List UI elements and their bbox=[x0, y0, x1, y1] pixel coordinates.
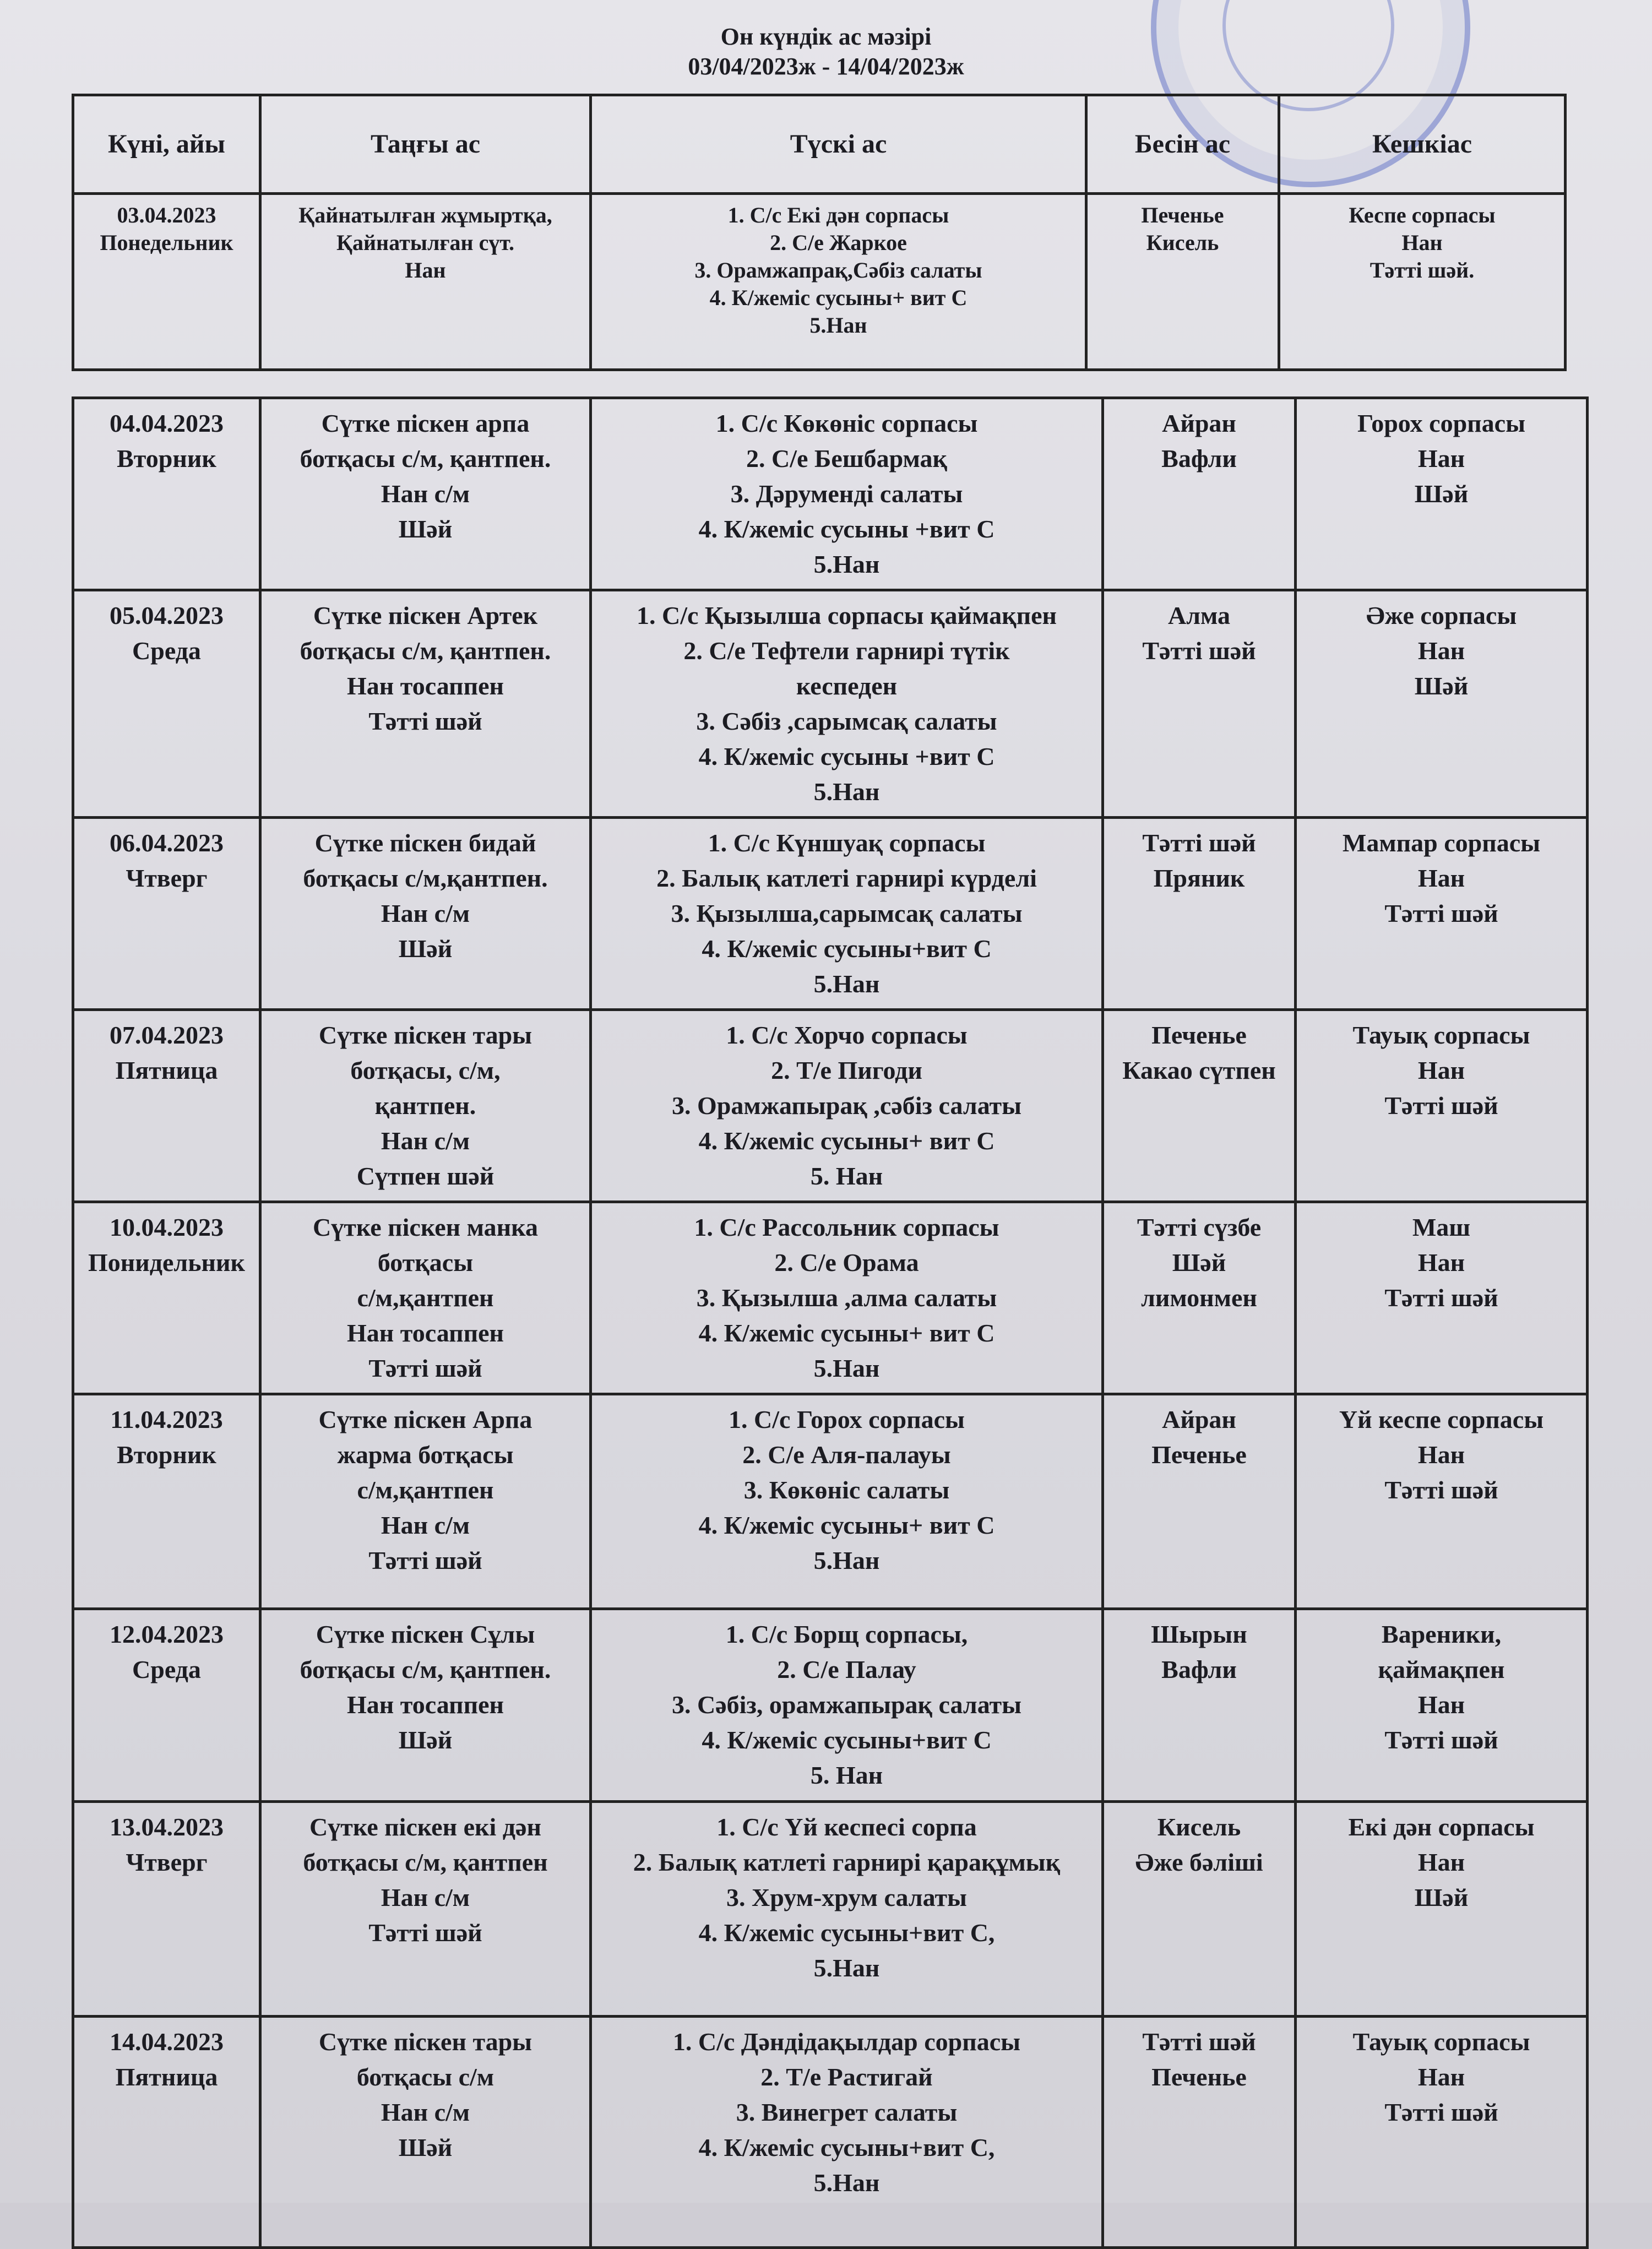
dinner-cell-line: Тауық сорпасы bbox=[1352, 1021, 1530, 1049]
date-value: 12.04.2023 bbox=[110, 1620, 224, 1648]
dinner-cell-line: Тәтті шәй bbox=[1384, 899, 1498, 927]
lunch-cell-line: 5.Нан bbox=[813, 970, 880, 998]
lunch-cell-line: 2. Балық катлеті гарнирі қарақұмық bbox=[633, 1848, 1061, 1876]
header-row bbox=[73, 95, 1566, 194]
dinner-cell-line: Екі дән сорпасы bbox=[1348, 1813, 1535, 1841]
breakfast-cell-line: Нан с/м bbox=[381, 1883, 470, 1911]
breakfast-cell-line: ботқасы, с/м, bbox=[350, 1056, 501, 1084]
dinner-cell bbox=[1296, 1202, 1588, 1394]
table-row bbox=[73, 2017, 1588, 2248]
col-header-dinner: Кешкіас bbox=[1279, 95, 1566, 194]
lunch-cell bbox=[591, 2017, 1103, 2248]
breakfast-cell bbox=[260, 194, 591, 370]
breakfast-cell-line: жарма ботқасы bbox=[337, 1441, 514, 1469]
date-cell bbox=[73, 1010, 260, 1202]
dinner-cell-line: Нан bbox=[1417, 1691, 1465, 1719]
snack-cell-line: Печенье bbox=[1151, 2063, 1247, 2091]
snack-cell-line: Айран bbox=[1162, 409, 1236, 437]
lunch-cell-line: 2. С/е Тефтели гарнирі түтік bbox=[683, 637, 1010, 665]
date-value: 10.04.2023 bbox=[110, 1213, 224, 1241]
breakfast-cell-line: Нан с/м bbox=[381, 899, 470, 927]
lunch-cell-line: 1. С/с Борщ сорпасы, bbox=[725, 1620, 968, 1648]
table-row bbox=[73, 1609, 1588, 1802]
snack-cell-line: Алма bbox=[1167, 601, 1231, 629]
dinner-cell-line: Нан bbox=[1417, 1441, 1465, 1469]
weekday-value: Вторник bbox=[117, 1441, 216, 1469]
col-header-snack: Бесін ас bbox=[1086, 95, 1279, 194]
breakfast-cell-line: Сүтке піскен тары bbox=[318, 1021, 532, 1049]
dinner-cell-line: Нан bbox=[1417, 1248, 1465, 1276]
lunch-cell bbox=[591, 1202, 1103, 1394]
breakfast-cell-line: ботқасы с/м, қантпен. bbox=[300, 1655, 551, 1683]
lunch-cell-line: 4. К/жеміс сусыны+ вит С bbox=[709, 285, 968, 310]
weekday-value: Среда bbox=[132, 1655, 201, 1683]
snack-cell bbox=[1086, 194, 1279, 370]
date-value: 06.04.2023 bbox=[110, 829, 224, 857]
weekday-value: Среда bbox=[132, 637, 201, 665]
snack-cell-line: Пряник bbox=[1153, 864, 1245, 892]
dinner-cell bbox=[1296, 1394, 1588, 1609]
snack-cell-line: Печенье bbox=[1141, 203, 1224, 227]
dinner-cell-line: Тәтті шәй bbox=[1384, 1284, 1498, 1312]
lunch-cell bbox=[591, 818, 1103, 1010]
snack-cell-line: Тәтті сүзбе bbox=[1137, 1213, 1262, 1241]
breakfast-cell bbox=[260, 818, 591, 1010]
breakfast-cell bbox=[260, 2017, 591, 2248]
lunch-cell-line: 1. С/с Қызылша сорпасы қаймақпен bbox=[636, 601, 1057, 629]
lunch-cell bbox=[591, 1394, 1103, 1609]
snack-cell-line: Вафли bbox=[1161, 1655, 1237, 1683]
weekday-value: Пятница bbox=[115, 1056, 218, 1084]
dinner-cell bbox=[1296, 398, 1588, 590]
dinner-cell bbox=[1296, 818, 1588, 1010]
dinner-cell-line: Нан bbox=[1417, 1848, 1465, 1876]
breakfast-cell-line: с/м,қантпен bbox=[357, 1284, 494, 1312]
lunch-cell-line: 4. К/жеміс сусыны +вит С bbox=[698, 515, 995, 543]
col-header-breakfast: Таңғы ас bbox=[260, 95, 591, 194]
lunch-cell-line: 3. Қызылша,сарымсақ салаты bbox=[671, 899, 1023, 927]
lunch-cell-line: 4. К/жеміс сусыны +вит С bbox=[698, 742, 995, 770]
date-cell bbox=[73, 1609, 260, 1802]
weekday-value: Понедельник bbox=[100, 230, 233, 255]
breakfast-cell-line: Нан с/м bbox=[381, 1127, 470, 1155]
lunch-cell-line: 2. С/е Бешбармақ bbox=[746, 444, 947, 472]
lunch-cell-line: 5.Нан bbox=[813, 550, 880, 578]
date-cell bbox=[73, 1802, 260, 2017]
lunch-cell-line: 3. Қызылша ,алма салаты bbox=[696, 1284, 997, 1312]
snack-cell-line: Тәтті шәй bbox=[1142, 829, 1256, 857]
dinner-cell bbox=[1296, 590, 1588, 818]
lunch-cell bbox=[591, 398, 1103, 590]
lunch-cell-line: 4. К/жеміс сусыны+вит С, bbox=[698, 1919, 995, 1947]
breakfast-cell bbox=[260, 398, 591, 590]
snack-cell-line: Тәтті шәй bbox=[1142, 2028, 1256, 2056]
lunch-cell bbox=[591, 194, 1086, 370]
dinner-cell-line: Вареники, bbox=[1381, 1620, 1502, 1648]
lunch-cell-line: 4. К/жеміс сусыны+ вит С bbox=[698, 1511, 995, 1539]
date-cell bbox=[73, 194, 260, 370]
lunch-cell-line: 5.Нан bbox=[813, 778, 880, 806]
lunch-cell bbox=[591, 590, 1103, 818]
lunch-cell-line: 5.Нан bbox=[813, 1954, 880, 1982]
snack-cell bbox=[1103, 818, 1296, 1010]
breakfast-cell-line: ботқасы с/м bbox=[356, 2063, 494, 2091]
dinner-cell-line: Үй кеспе сорпасы bbox=[1339, 1405, 1544, 1433]
breakfast-cell-line: Тәтті шәй bbox=[368, 1354, 482, 1382]
dinner-cell-line: Шәй bbox=[1414, 480, 1469, 508]
breakfast-cell-line: ботқасы с/м, қантпен. bbox=[300, 637, 551, 665]
weekday-value: Чтверг bbox=[126, 864, 208, 892]
lunch-cell-line: 4. К/жеміс сусыны+ вит С bbox=[698, 1127, 995, 1155]
date-cell bbox=[73, 398, 260, 590]
dinner-cell-line: Тауық сорпасы bbox=[1352, 2028, 1530, 2056]
lunch-cell-line: 4. К/жеміс сусыны+вит С bbox=[702, 1726, 992, 1754]
lunch-cell-line: 3. Хрум-хрум салаты bbox=[726, 1883, 967, 1911]
table-row bbox=[73, 398, 1588, 590]
lunch-cell-line: 2. Т/е Растигай bbox=[760, 2063, 933, 2091]
col-header-lunch: Түскі ас bbox=[591, 95, 1086, 194]
date-value: 11.04.2023 bbox=[110, 1405, 223, 1433]
lunch-cell-line: 1. С/с Көкөніс сорпасы bbox=[715, 409, 978, 437]
breakfast-cell-line: Шәй bbox=[398, 935, 453, 963]
lunch-cell-line: 3. Орамжапрақ,Сәбіз салаты bbox=[694, 258, 982, 283]
lunch-cell-line: 1. С/с Рассольник сорпасы bbox=[694, 1213, 999, 1241]
lunch-cell-line: 3. Дәрумендi салаты bbox=[730, 480, 963, 508]
snack-cell-line: Печенье bbox=[1151, 1441, 1247, 1469]
breakfast-cell-line: Сүтпен шәй bbox=[356, 1162, 494, 1190]
breakfast-cell-line: қантпен. bbox=[374, 1091, 476, 1120]
snack-cell-line: Әже бәліші bbox=[1135, 1848, 1263, 1876]
breakfast-cell-line: Шәй bbox=[398, 515, 453, 543]
snack-cell bbox=[1103, 590, 1296, 818]
dinner-cell-line: Шәй bbox=[1414, 672, 1469, 700]
breakfast-cell-line: Нан bbox=[405, 258, 446, 283]
title-line-2: 03/04/2023ж - 14/04/2023ж bbox=[688, 53, 964, 80]
snack-cell-line: Шырын bbox=[1151, 1620, 1247, 1648]
weekday-value: Чтверг bbox=[126, 1848, 208, 1876]
lunch-cell-line: 4. К/жеміс сусыны+вит С, bbox=[698, 2133, 995, 2161]
breakfast-cell-line: Сүтке піскен бидай bbox=[314, 829, 536, 857]
lunch-cell-line: 5.Нан bbox=[813, 2169, 880, 2197]
breakfast-cell-line: Шәй bbox=[398, 1726, 453, 1754]
breakfast-cell bbox=[260, 1609, 591, 1802]
date-cell bbox=[73, 2017, 260, 2248]
breakfast-cell-line: Сүтке піскен екі дән bbox=[309, 1813, 541, 1841]
lunch-cell-line: 2. С/е Палау bbox=[777, 1655, 916, 1683]
dinner-cell-line: Нан bbox=[1417, 1056, 1465, 1084]
breakfast-cell bbox=[260, 1202, 591, 1394]
dinner-cell-line: Тәтті шәй bbox=[1384, 1726, 1498, 1754]
dinner-cell-line: қаймақпен bbox=[1378, 1655, 1505, 1683]
lunch-cell-line: 1. С/с Горох сорпасы bbox=[729, 1405, 965, 1433]
date-value: 14.04.2023 bbox=[110, 2028, 224, 2056]
snack-cell-line: Какао сүтпен bbox=[1122, 1056, 1276, 1084]
breakfast-cell-line: Тәтті шәй bbox=[368, 1546, 482, 1574]
breakfast-cell-line: ботқасы с/м, қантпен. bbox=[300, 444, 551, 472]
breakfast-cell-line: Нан тосаппен bbox=[346, 672, 504, 700]
lunch-cell-line: 2. Т/е Пигоди bbox=[771, 1056, 922, 1084]
date-value: 07.04.2023 bbox=[110, 1021, 224, 1049]
date-cell bbox=[73, 590, 260, 818]
dinner-cell-line: Нан bbox=[1417, 864, 1465, 892]
date-cell bbox=[73, 1394, 260, 1609]
table-row bbox=[73, 1202, 1588, 1394]
breakfast-cell-line: Нан тосаппен bbox=[346, 1691, 504, 1719]
lunch-cell-line: 3. Орамжапырақ ,сәбіз салаты bbox=[671, 1091, 1022, 1120]
snack-cell bbox=[1103, 2017, 1296, 2248]
lunch-cell-line: 2. Балық катлеті гарнирі күрделі bbox=[656, 864, 1037, 892]
lunch-cell-line: 2. С/е Орама bbox=[774, 1248, 919, 1276]
lunch-cell-line: 3. Сәбіз ,сарымсақ салаты bbox=[696, 707, 997, 735]
title-line-1: Он күндік ас мәзірі bbox=[720, 23, 932, 50]
date-cell bbox=[73, 1202, 260, 1394]
date-value: 05.04.2023 bbox=[110, 601, 224, 629]
table-row bbox=[73, 194, 1566, 370]
dinner-cell-line: Тәтті шәй bbox=[1384, 2098, 1498, 2126]
breakfast-cell-line: Сүтке піскен Арпа bbox=[318, 1405, 532, 1433]
table-row bbox=[73, 1394, 1588, 1609]
dinner-cell bbox=[1296, 2017, 1588, 2248]
snack-cell-line: Вафли bbox=[1161, 444, 1237, 472]
lunch-cell-line: 1. С/с Хорчо сорпасы bbox=[726, 1021, 968, 1049]
snack-cell bbox=[1103, 1394, 1296, 1609]
breakfast-cell bbox=[260, 590, 591, 818]
snack-cell-line: Шәй bbox=[1172, 1248, 1226, 1276]
snack-cell-line: Тәтті шәй bbox=[1142, 637, 1256, 665]
lunch-cell-line: 1. С/с Күншуақ сорпасы bbox=[708, 829, 986, 857]
breakfast-cell-line: Қайнатылған сүт. bbox=[336, 230, 514, 255]
snack-cell-line: Печенье bbox=[1151, 1021, 1247, 1049]
snack-cell bbox=[1103, 398, 1296, 590]
dinner-cell-line: Нан bbox=[1417, 637, 1465, 665]
snack-cell bbox=[1103, 1010, 1296, 1202]
snack-cell-line: лимонмен bbox=[1141, 1284, 1257, 1312]
page-title bbox=[551, 22, 1101, 82]
date-value: 04.04.2023 bbox=[110, 409, 224, 437]
breakfast-cell bbox=[260, 1802, 591, 2017]
breakfast-cell-line: Тәтті шәй bbox=[368, 707, 482, 735]
snack-cell bbox=[1103, 1609, 1296, 1802]
dinner-cell-line: Шәй bbox=[1414, 1883, 1469, 1911]
breakfast-cell-line: Сүтке піскен Сұлы bbox=[316, 1620, 535, 1648]
breakfast-cell bbox=[260, 1010, 591, 1202]
table-row bbox=[73, 818, 1588, 1010]
breakfast-cell-line: Тәтті шәй bbox=[368, 1919, 482, 1947]
date-value: 13.04.2023 bbox=[110, 1813, 224, 1841]
lunch-cell-line: 5. Нан bbox=[810, 1761, 883, 1789]
lunch-cell bbox=[591, 1802, 1103, 2017]
breakfast-cell-line: Шәй bbox=[398, 2133, 453, 2161]
lunch-cell-line: 3. Сәбіз, орамжапырақ салаты bbox=[671, 1691, 1022, 1719]
dinner-cell-line: Горох сорпасы bbox=[1357, 409, 1525, 437]
lunch-cell-line: кеспеден bbox=[796, 672, 898, 700]
lunch-cell-line: 5.Нан bbox=[813, 1354, 880, 1382]
lunch-cell-line: 4. К/жеміс сусыны+вит С bbox=[702, 935, 992, 963]
dinner-cell-line: Нан bbox=[1417, 2063, 1465, 2091]
lunch-cell-line: 5.Нан bbox=[813, 1546, 880, 1574]
dinner-cell-line: Әже сорпасы bbox=[1366, 601, 1517, 629]
snack-cell bbox=[1103, 1802, 1296, 2017]
lunch-cell-line: 1. С/с Үй кеспесі сорпа bbox=[716, 1813, 977, 1841]
dinner-cell bbox=[1279, 194, 1566, 370]
breakfast-cell-line: с/м,қантпен bbox=[357, 1476, 494, 1504]
lunch-cell bbox=[591, 1609, 1103, 1802]
menu-table bbox=[72, 396, 1589, 2249]
breakfast-cell-line: ботқасы с/м, қантпен bbox=[303, 1848, 548, 1876]
date-value: 03.04.2023 bbox=[117, 203, 216, 227]
breakfast-cell-line: Нан с/м bbox=[381, 1511, 470, 1539]
dinner-cell-line: Мампар сорпасы bbox=[1342, 829, 1541, 857]
breakfast-cell-line: Сүтке піскен тары bbox=[318, 2028, 532, 2056]
lunch-cell-line: 1. С/с Екі дән сорпасы bbox=[727, 203, 949, 227]
table-row bbox=[73, 1010, 1588, 1202]
lunch-cell bbox=[591, 1010, 1103, 1202]
dinner-cell-line: Тәтті шәй. bbox=[1370, 258, 1475, 283]
snack-cell-line: Кисель bbox=[1146, 230, 1219, 255]
dinner-cell-line: Тәтті шәй bbox=[1384, 1476, 1498, 1504]
breakfast-cell-line: Сүтке піскен манка bbox=[313, 1213, 538, 1241]
table-row bbox=[73, 590, 1588, 818]
date-cell bbox=[73, 818, 260, 1010]
dinner-cell-line: Кеспе сорпасы bbox=[1349, 203, 1496, 227]
snack-cell bbox=[1103, 1202, 1296, 1394]
snack-cell-line: Айран bbox=[1162, 1405, 1236, 1433]
breakfast-cell-line: ботқасы bbox=[377, 1248, 474, 1276]
breakfast-cell-line: Сүтке піскен Артек bbox=[313, 601, 538, 629]
dinner-cell bbox=[1296, 1609, 1588, 1802]
dinner-cell bbox=[1296, 1802, 1588, 2017]
dinner-cell bbox=[1296, 1010, 1588, 1202]
lunch-cell-line: 5. Нан bbox=[810, 1162, 883, 1190]
snack-cell-line: Кисель bbox=[1157, 1813, 1241, 1841]
breakfast-cell-line: Нан с/м bbox=[381, 480, 470, 508]
dinner-cell-line: Нан bbox=[1417, 444, 1465, 472]
weekday-value: Вторник bbox=[117, 444, 216, 472]
breakfast-cell-line: Қайнатылған жұмыртқа, bbox=[298, 203, 552, 227]
weekday-value: Понидельник bbox=[88, 1248, 246, 1276]
lunch-cell-line: 4. К/жеміс сусыны+ вит С bbox=[698, 1319, 995, 1347]
breakfast-cell-line: Сүтке піскен арпа bbox=[321, 409, 530, 437]
breakfast-cell-line: Нан тосаппен bbox=[346, 1319, 504, 1347]
breakfast-cell bbox=[260, 1394, 591, 1609]
lunch-cell-line: 3. Көкөніс салаты bbox=[743, 1476, 950, 1504]
breakfast-cell-line: Нан с/м bbox=[381, 2098, 470, 2126]
lunch-cell-line: 3. Винегрет салаты bbox=[736, 2098, 958, 2126]
lunch-cell-line: 2. С/е Аля-палауы bbox=[742, 1441, 951, 1469]
dinner-cell-line: Нан bbox=[1401, 230, 1443, 255]
menu-table-head bbox=[72, 94, 1567, 371]
dinner-cell-line: Тәтті шәй bbox=[1384, 1091, 1498, 1120]
lunch-cell-line: 2. С/е Жаркое bbox=[770, 230, 907, 255]
lunch-cell-line: 1. С/с Дәндідақылдар сорпасы bbox=[672, 2028, 1021, 2056]
dinner-cell-line: Маш bbox=[1412, 1213, 1471, 1241]
col-header-date: Күні, айы bbox=[73, 95, 260, 194]
table-row bbox=[73, 1802, 1588, 2017]
weekday-value: Пятница bbox=[115, 2063, 218, 2091]
lunch-cell-line: 5.Нан bbox=[809, 313, 867, 338]
breakfast-cell-line: ботқасы с/м,қантпен. bbox=[303, 864, 548, 892]
